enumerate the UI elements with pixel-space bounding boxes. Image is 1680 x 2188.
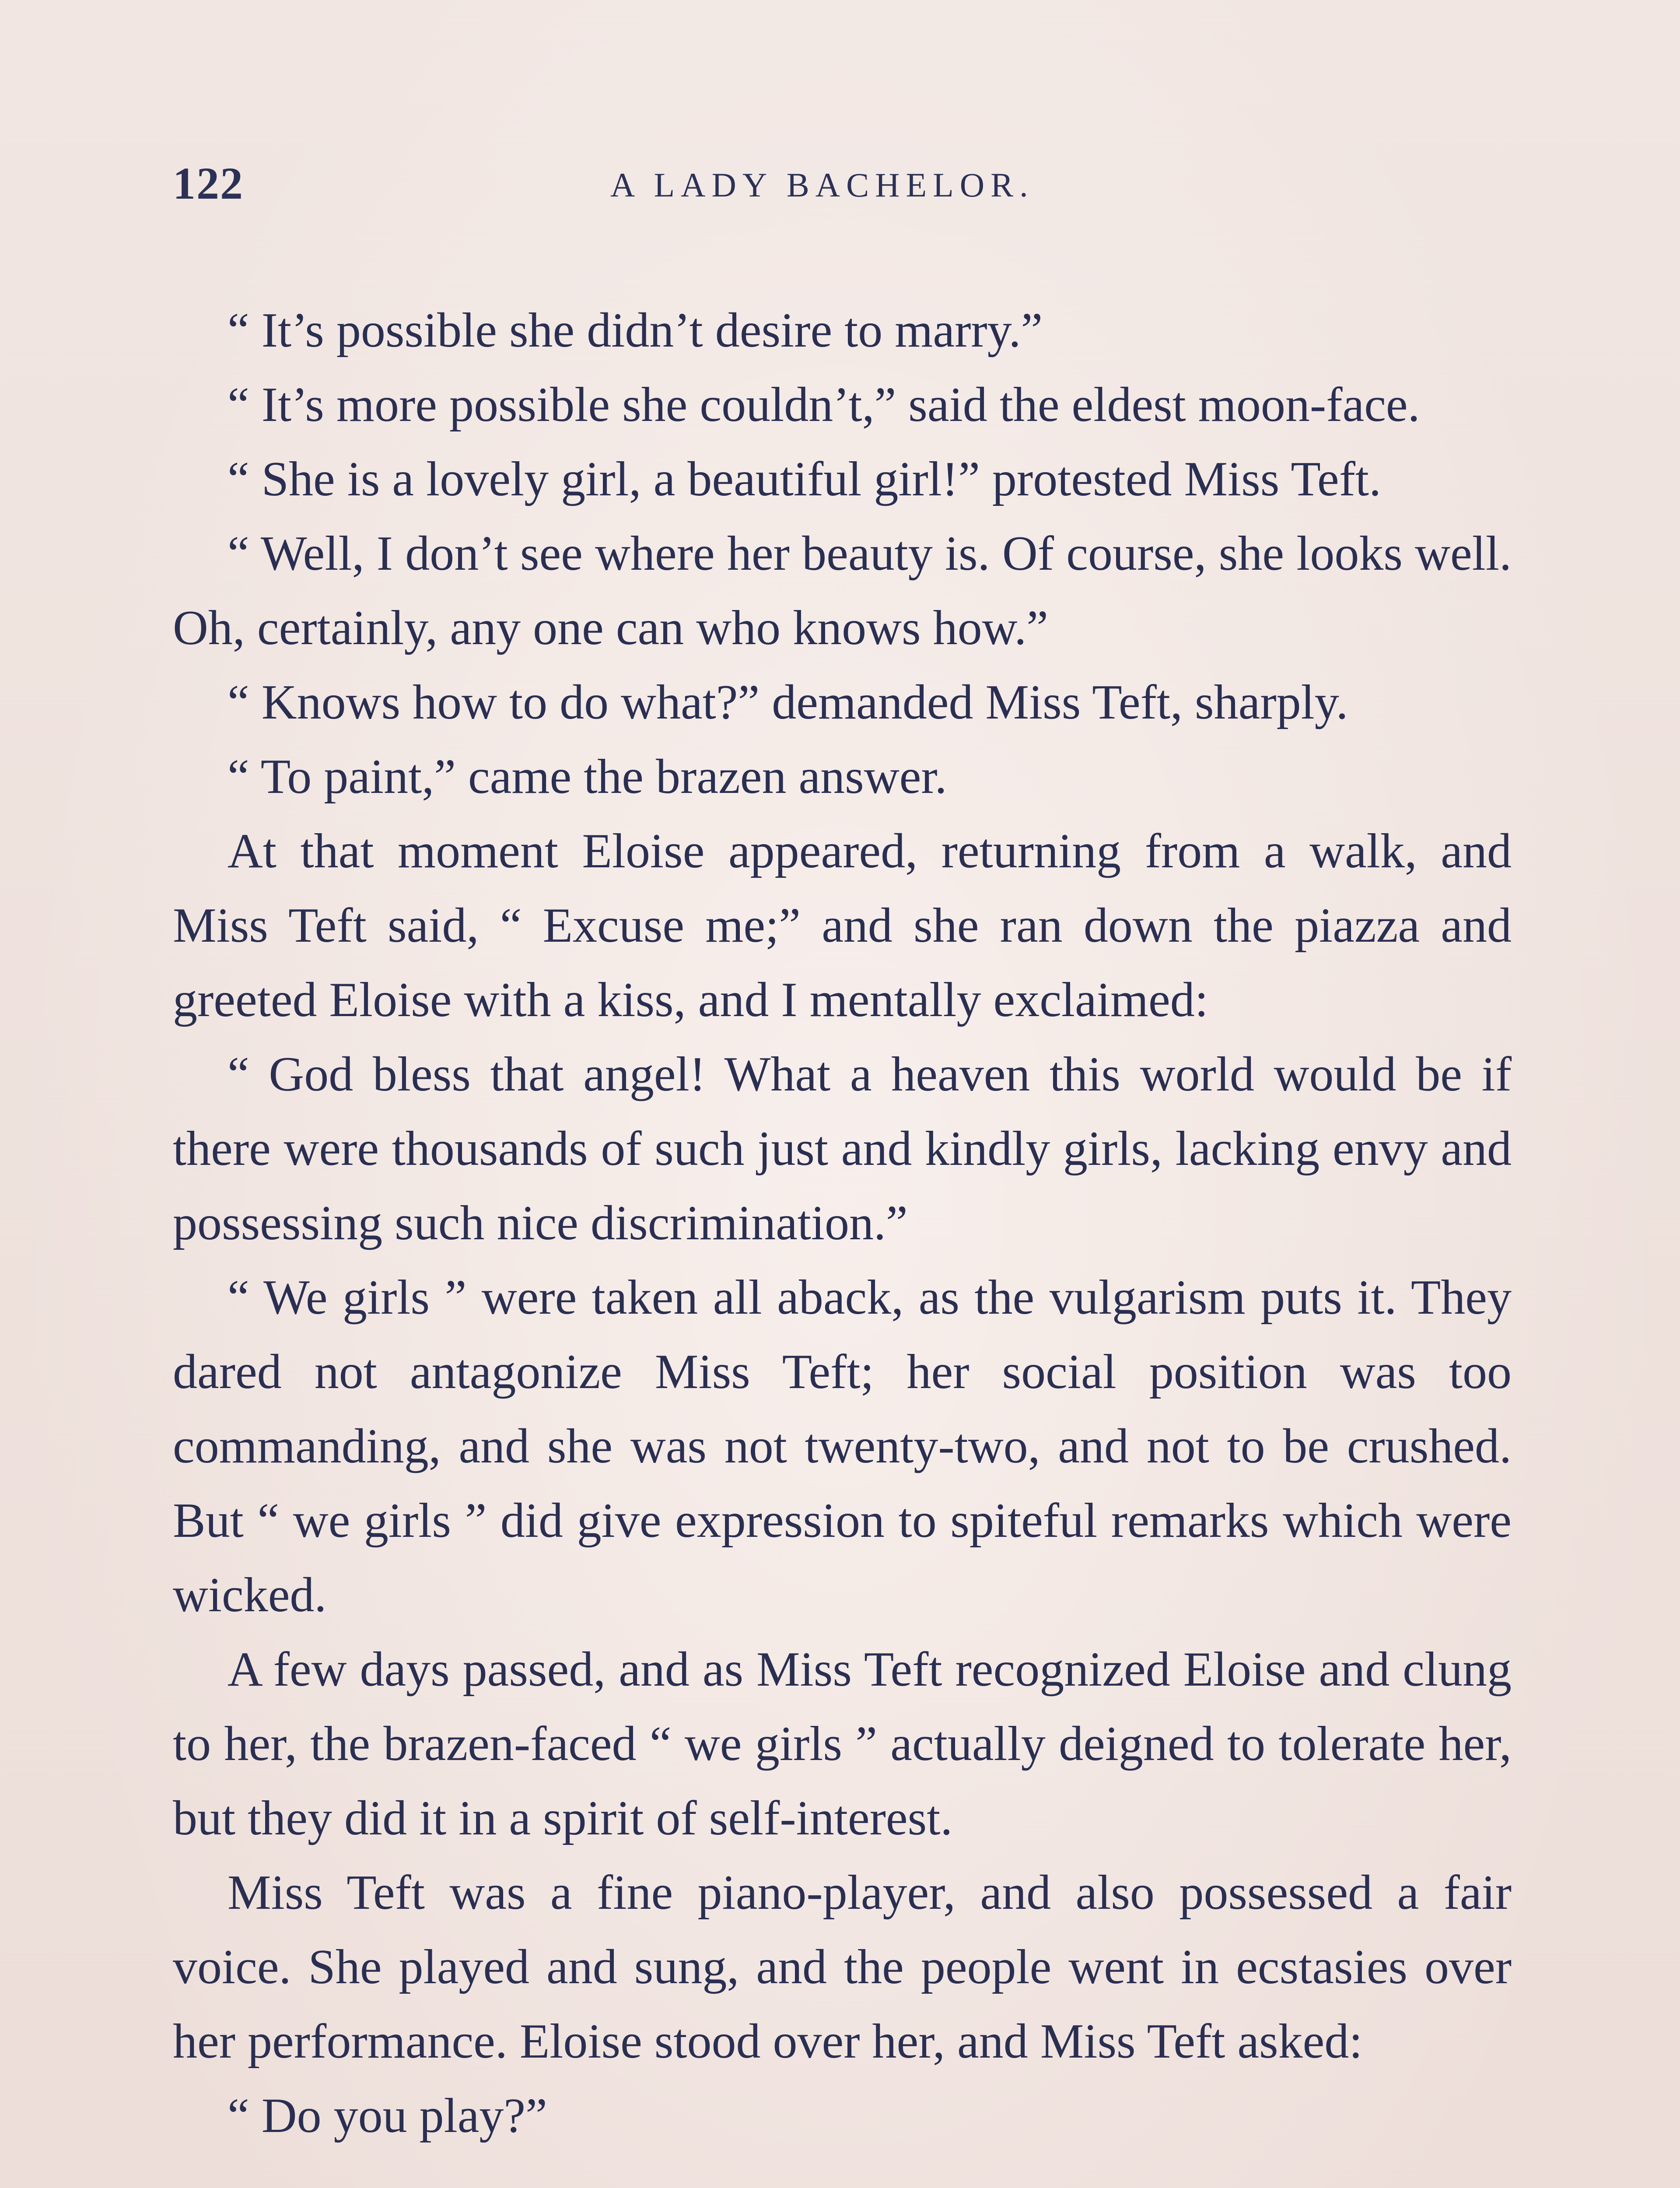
paragraph: “ God bless that angel! What a heaven this world would be if there were thousands of such just and kindly girls, lacking envy and possessing such nice discrimination.”	[173, 1047, 1512, 1250]
paragraph: A few days passed, and as Miss Teft recognized Eloise and clung to her, the brazen-faced “ we girls ” actually deigned to tolerate her, but they did it in a spirit of self-interest.	[173, 1642, 1512, 1845]
paragraph: “ It’s possible she didn’t desire to marry.”	[228, 303, 1043, 358]
page-number: 122	[173, 158, 244, 209]
paragraph: Miss Teft was a fine piano-player, and also possessed a fair voice. She played and sung, and the people went in ecstasies over her performance. Eloise stood over her, and Miss Teft asked:	[173, 1865, 1512, 2069]
body-text	[173, 293, 1512, 2153]
paragraph: “ It’s more possible she couldn’t,” said the eldest moon-face.	[228, 378, 1420, 432]
paragraph: “ Do you play?”	[228, 2089, 547, 2143]
paragraph: “ Well, I don’t see where her beauty is. Of course, she looks well. Oh, certainly, any one can who knows how.”	[173, 526, 1512, 655]
paragraph: At that moment Eloise appeared, returning from a walk, and Miss Teft said, “ Excuse me;” and she ran down the piazza and greeted Eloise with a kiss, and I mentally exclaimed:	[173, 824, 1512, 1027]
book-title: A LADY BACHELOR.	[610, 166, 1034, 204]
paragraph: “ Knows how to do what?” demanded Miss Teft, sharply.	[228, 675, 1348, 729]
running-head	[173, 158, 1507, 219]
paragraph: “ We girls ” were taken all aback, as the vulgarism puts it. They dared not antagonize Miss Teft; her social position was too commanding, and she was not twenty-two, and not to be crushed. But “ we girls ” did give expression to spiteful remarks which were wicked.	[173, 1270, 1512, 1622]
paragraph: “ She is a lovely girl, a beautiful girl!” protested Miss Teft.	[228, 452, 1382, 506]
paragraph: “ To paint,” came the brazen answer.	[228, 750, 947, 804]
